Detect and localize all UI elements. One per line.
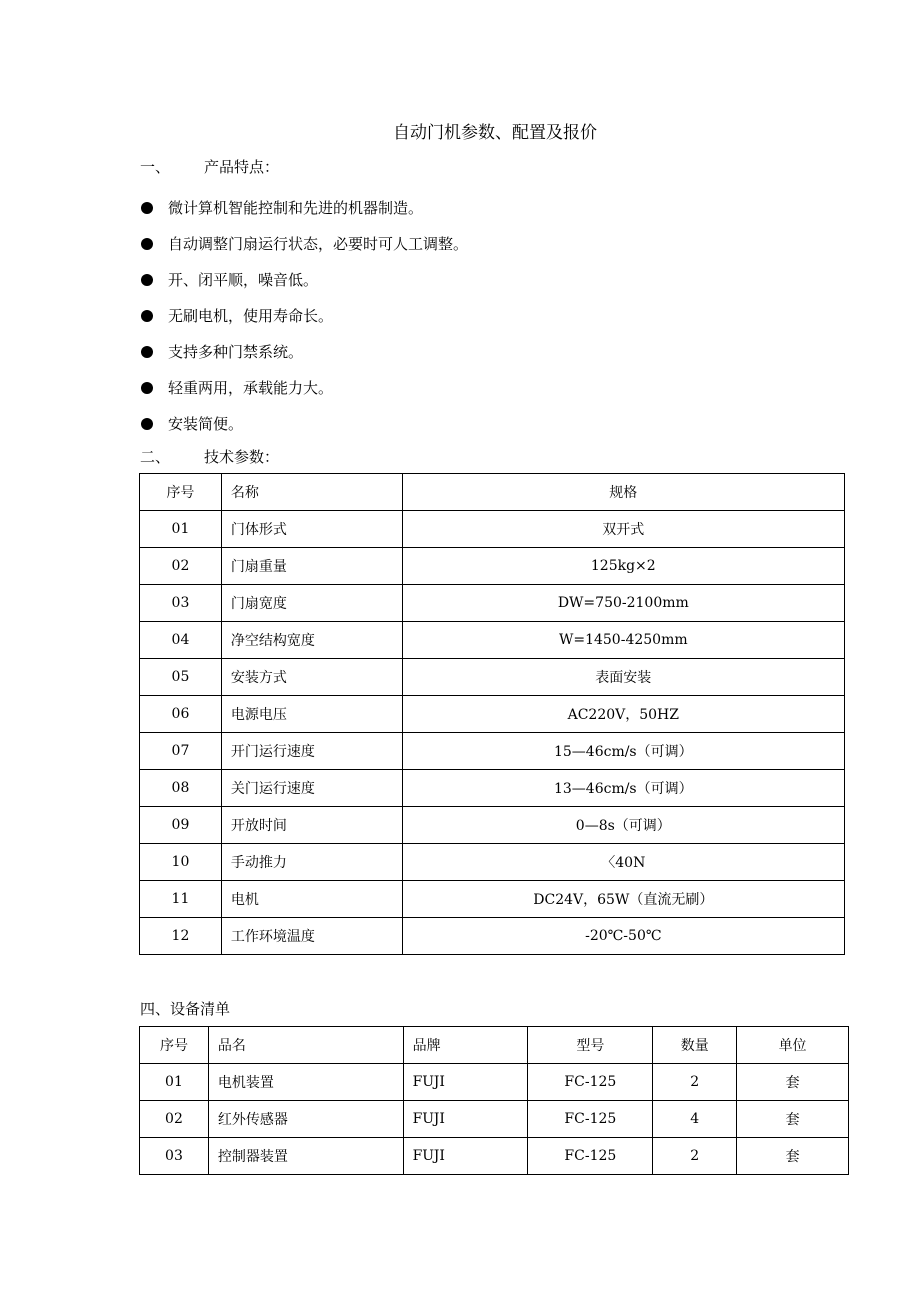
table-cell: 01 (140, 1064, 209, 1101)
table-cell: 表面安装 (402, 659, 844, 696)
section-heading-equipment: 四、设备清单 (140, 1000, 231, 1018)
table-cell: 10 (140, 844, 222, 881)
table-header-cell: 型号 (528, 1027, 653, 1064)
feature-text: 无刷电机，使用寿命长。 (168, 307, 334, 325)
table-row (140, 1064, 849, 1101)
section-heading-specs (140, 446, 279, 467)
document-title: 自动门机参数、配置及报价 (393, 123, 597, 143)
table-cell: 控制器装置 (208, 1138, 403, 1175)
table-header-cell: 数量 (653, 1027, 737, 1064)
table-cell: FUJI (403, 1064, 528, 1101)
table-cell: 门扇重量 (221, 548, 402, 585)
table-cell: 11 (140, 881, 222, 918)
table-cell: 4 (653, 1101, 737, 1138)
table-row (140, 659, 845, 696)
feature-list (140, 190, 468, 442)
table-row (140, 1101, 849, 1138)
table-cell: 开放时间 (221, 807, 402, 844)
section-number: 二、 (140, 448, 171, 466)
bullet-icon (141, 274, 153, 286)
table-cell: DC24V，65W（直流无刷） (402, 881, 844, 918)
table-cell: 关门运行速度 (221, 770, 402, 807)
table-row (140, 511, 845, 548)
section-heading-features (140, 156, 279, 177)
table-cell: FC-125 (528, 1101, 653, 1138)
feature-text: 安装简便。 (168, 415, 244, 433)
table-cell: 门体形式 (221, 511, 402, 548)
table-cell: 03 (140, 585, 222, 622)
table-cell: 双开式 (402, 511, 844, 548)
table-cell: 套 (737, 1138, 849, 1175)
table-cell: 套 (737, 1101, 849, 1138)
table-cell: 15—46cm/s（可调） (402, 733, 844, 770)
table-cell: 06 (140, 696, 222, 733)
table-cell: 手动推力 (221, 844, 402, 881)
feature-text: 微计算机智能控制和先进的机器制造。 (168, 199, 424, 217)
table-cell: FUJI (403, 1138, 528, 1175)
table-cell: 安装方式 (221, 659, 402, 696)
bullet-icon (141, 310, 153, 322)
table-cell: 开门运行速度 (221, 733, 402, 770)
table-cell: 〈40N (402, 844, 844, 881)
list-item (140, 370, 468, 406)
table-cell: 08 (140, 770, 222, 807)
list-item (140, 226, 468, 262)
spec-table (139, 473, 845, 955)
table-cell: 125kg×2 (402, 548, 844, 585)
bullet-icon (141, 346, 153, 358)
feature-text: 轻重两用，承载能力大。 (168, 379, 334, 397)
list-item (140, 406, 468, 442)
list-item (140, 334, 468, 370)
table-cell: 12 (140, 918, 222, 955)
feature-text: 开、闭平顺，噪音低。 (168, 271, 319, 289)
table-cell: AC220V，50HZ (402, 696, 844, 733)
list-item (140, 298, 468, 334)
table-header-cell: 名称 (221, 474, 402, 511)
bullet-icon (141, 382, 153, 394)
bullet-icon (141, 202, 153, 214)
table-row (140, 1138, 849, 1175)
section-label: 产品特点： (204, 158, 280, 176)
table-cell: 02 (140, 1101, 209, 1138)
table-cell: 04 (140, 622, 222, 659)
table-cell: 03 (140, 1138, 209, 1175)
table-cell: 0—8s（可调） (402, 807, 844, 844)
list-item (140, 262, 468, 298)
table-cell: W=1450-4250mm (402, 622, 844, 659)
table-header-cell: 序号 (140, 1027, 209, 1064)
table-cell: FC-125 (528, 1064, 653, 1101)
table-header-row (140, 1027, 849, 1064)
table-cell: 净空结构宽度 (221, 622, 402, 659)
table-header-cell: 序号 (140, 474, 222, 511)
section-number: 一、 (140, 158, 171, 176)
table-cell: 09 (140, 807, 222, 844)
table-row (140, 844, 845, 881)
table-cell: 电源电压 (221, 696, 402, 733)
table-cell: DW=750-2100mm (402, 585, 844, 622)
table-row (140, 733, 845, 770)
table-row (140, 881, 845, 918)
table-header-cell: 品名 (208, 1027, 403, 1064)
table-row (140, 622, 845, 659)
feature-text: 自动调整门扇运行状态，必要时可人工调整。 (168, 235, 469, 253)
list-item (140, 190, 468, 226)
section-label: 技术参数： (204, 448, 280, 466)
bullet-icon (141, 238, 153, 250)
table-cell: FC-125 (528, 1138, 653, 1175)
table-cell: FUJI (403, 1101, 528, 1138)
table-cell: 02 (140, 548, 222, 585)
table-cell: 电机装置 (208, 1064, 403, 1101)
table-row (140, 548, 845, 585)
table-header-cell: 品牌 (403, 1027, 528, 1064)
table-cell: 套 (737, 1064, 849, 1101)
table-cell: 电机 (221, 881, 402, 918)
table-cell: 13—46cm/s（可调） (402, 770, 844, 807)
table-cell: 01 (140, 511, 222, 548)
table-cell: 红外传感器 (208, 1101, 403, 1138)
table-cell: 2 (653, 1064, 737, 1101)
table-header-cell: 单位 (737, 1027, 849, 1064)
table-row (140, 585, 845, 622)
equipment-table (139, 1026, 849, 1175)
table-cell: 门扇宽度 (221, 585, 402, 622)
table-cell: 07 (140, 733, 222, 770)
table-row (140, 696, 845, 733)
table-cell: 2 (653, 1138, 737, 1175)
table-cell: 工作环境温度 (221, 918, 402, 955)
bullet-icon (141, 418, 153, 430)
table-header-row (140, 474, 845, 511)
feature-text: 支持多种门禁系统。 (168, 343, 304, 361)
table-row (140, 918, 845, 955)
table-header-cell: 规格 (402, 474, 844, 511)
table-cell: -20℃-50℃ (402, 918, 844, 955)
table-row (140, 807, 845, 844)
table-cell: 05 (140, 659, 222, 696)
table-row (140, 770, 845, 807)
